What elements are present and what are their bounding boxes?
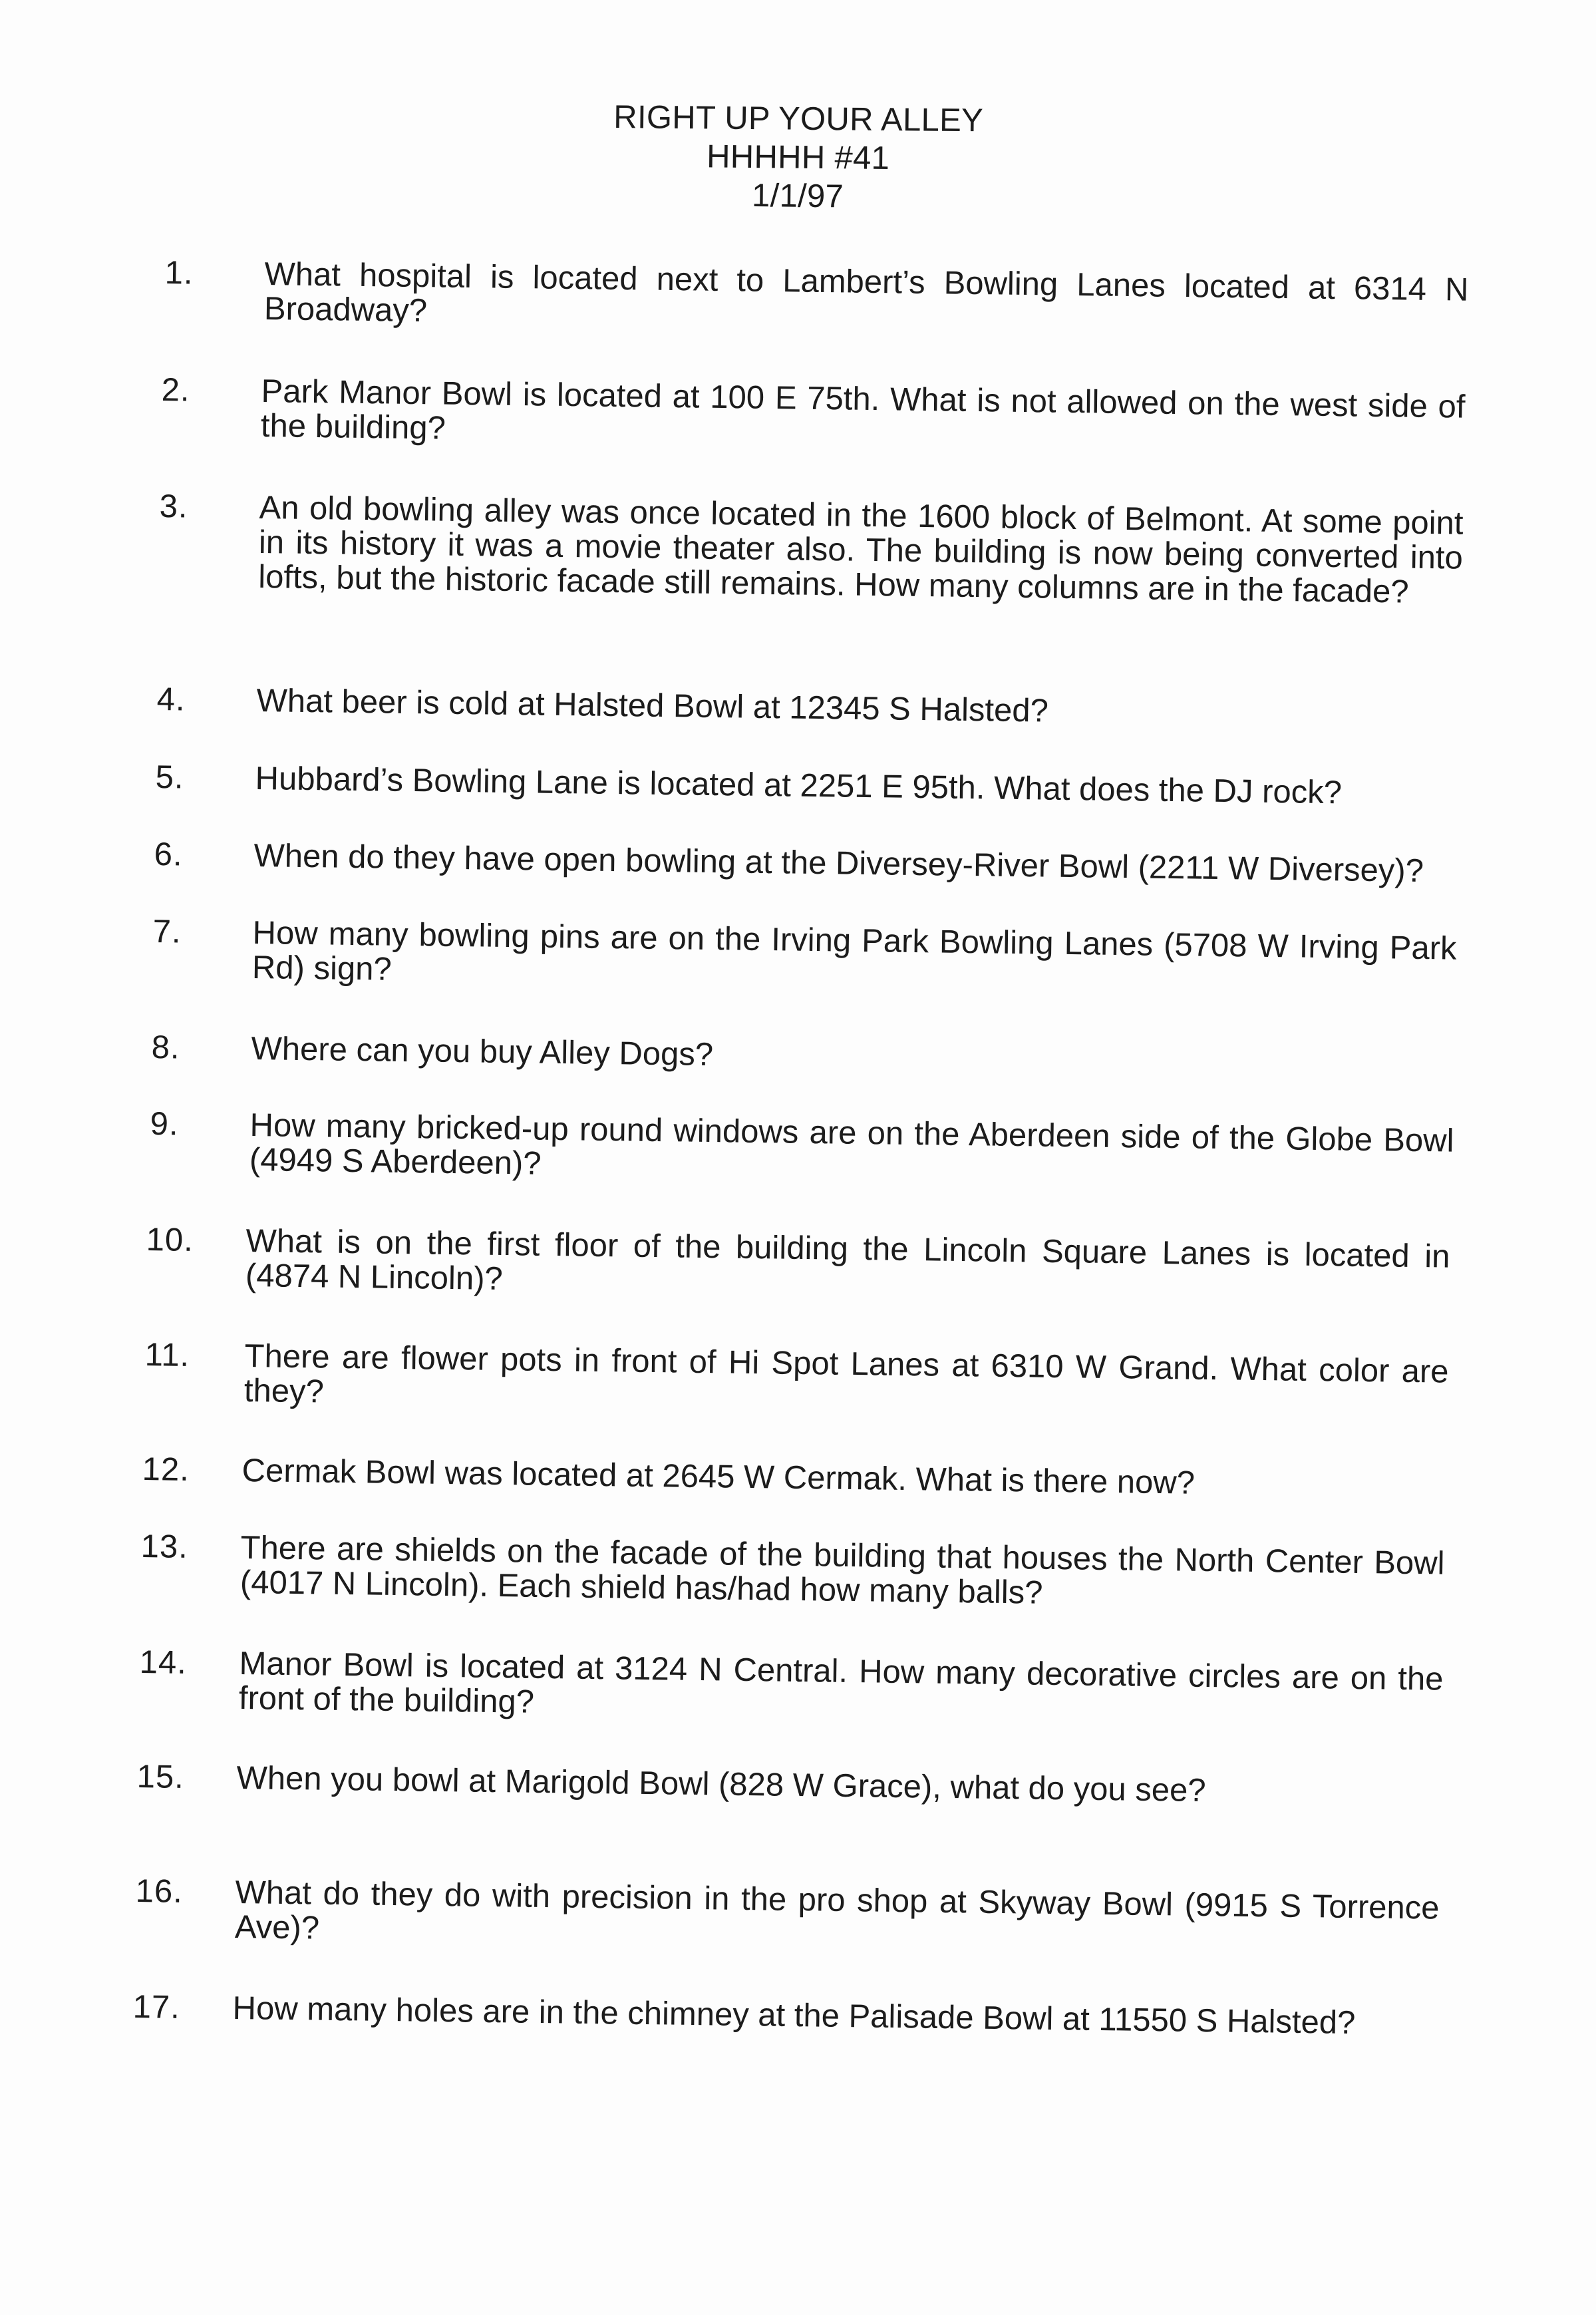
question-number: 9.	[150, 1106, 179, 1143]
question-text: There are flower pots in front of Hi Spot Lanes at 6310 W Grand. What color are they?	[243, 1337, 1449, 1410]
question-number: 15.	[136, 1759, 185, 1795]
question-text: When you bowl at Marigold Bowl (828 W Grace), what do you see?	[236, 1759, 1206, 1809]
question-number: 10.	[146, 1222, 194, 1258]
question-text: What do they do with precision in the pro shop at Skyway Bowl (9915 S Torrence Ave)?	[234, 1874, 1440, 1946]
question-number: 5.	[155, 759, 184, 796]
question-number: 14.	[139, 1644, 188, 1681]
question-number: 8.	[151, 1029, 180, 1066]
question-number: 4.	[156, 681, 186, 718]
document-date: 1/1/97	[751, 178, 844, 215]
question-number: 3.	[159, 488, 188, 525]
question-text: How many bowling pins are on the Irving Park Bowling Lanes (5708 W Irving Park Rd) sign?	[251, 914, 1457, 987]
question-text: What hospital is located next to Lambert’s Bowling Lanes located at 6314 N Broadway?	[263, 256, 1469, 329]
question-text: How many bricked-up round windows are on the Aberdeen side of the Globe Bowl (4949 S Aberdeen)?	[249, 1107, 1454, 1182]
question-text: There are shields on the facade of the building that houses the North Center Bowl (4017 N Lincoln). Each shield has/had how many balls?	[239, 1529, 1445, 1611]
question-text: Cermak Bowl was located at 2645 W Cermak. What is there now?	[241, 1452, 1196, 1501]
question-text: An old bowling alley was once located in the 1600 block of Belmont. At some point in its history it was a movie theater also. The building is now being converted into lofts, but the historic facade still remains. How many columns are in the facade?	[257, 489, 1464, 610]
question-number: 11.	[144, 1337, 190, 1373]
question-text: Where can you buy Alley Dogs?	[251, 1030, 714, 1073]
question-text: Park Manor Bowl is located at 100 E 75th. What is not allowed on the west side of the building?	[260, 373, 1466, 446]
hunt-number: HHHHH #41	[706, 138, 890, 177]
question-number: 2.	[161, 372, 190, 409]
question-text: When do they have open bowling at the Diversey-River Bowl (2211 W Diversey)?	[253, 837, 1424, 889]
question-number: 12.	[142, 1451, 190, 1488]
question-number: 6.	[154, 836, 183, 873]
question-text: How many holes are in the chimney at the Palisade Bowl at 11550 S Halsted?	[232, 1990, 1356, 2042]
question-text: Hubbard’s Bowling Lane is located at 2251 E 95th. What does the DJ rock?	[255, 760, 1343, 811]
question-number: 17.	[132, 1989, 181, 2026]
question-number: 13.	[140, 1528, 189, 1565]
question-number: 7.	[152, 914, 182, 950]
question-number: 1.	[164, 255, 194, 291]
document-title: RIGHT UP YOUR ALLEY	[613, 99, 984, 139]
question-text: What beer is cold at Halsted Bowl at 12345 S Halsted?	[256, 682, 1049, 729]
question-number: 16.	[135, 1873, 184, 1910]
question-text: What is on the first floor of the building the Lincoln Square Lanes is located in (4874 N Lincoln)?	[245, 1222, 1450, 1298]
question-text: Manor Bowl is located at 3124 N Central. How many decorative circles are on the front of the building?	[238, 1645, 1444, 1720]
